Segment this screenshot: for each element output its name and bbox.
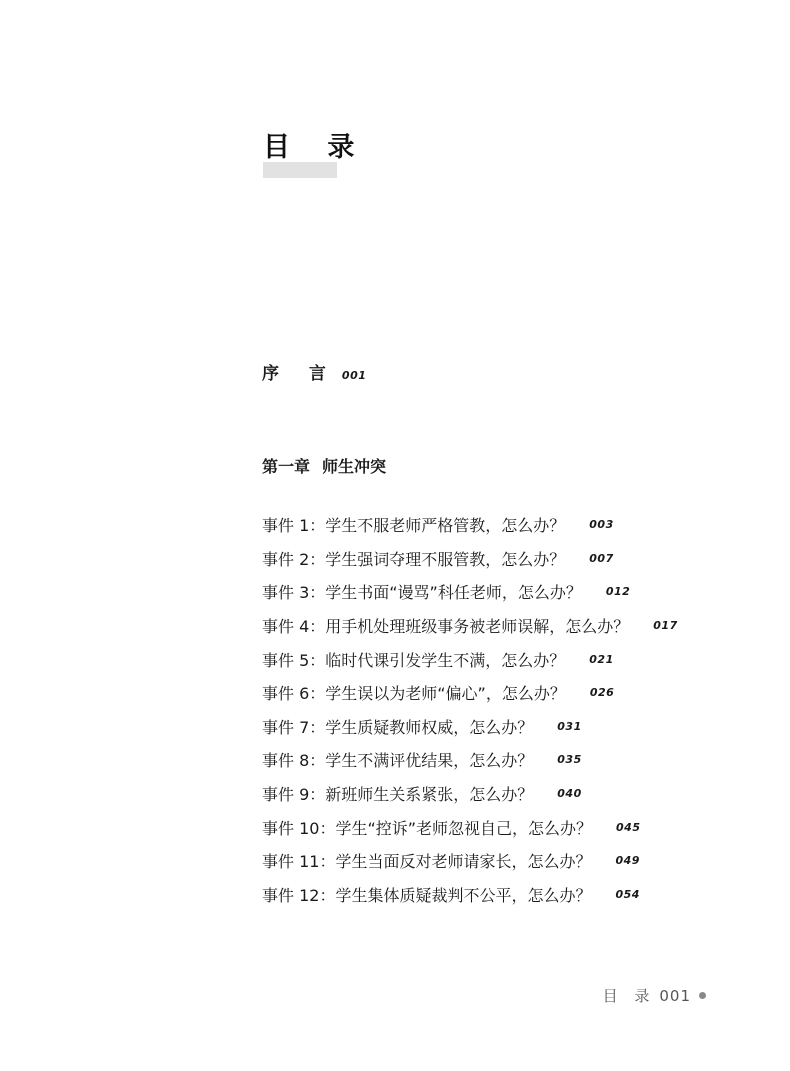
toc-entry-event-1[interactable]	[262, 508, 678, 542]
chapter-heading[interactable]	[262, 454, 386, 477]
event-page-number: 017	[653, 619, 678, 633]
toc-entry-event-3[interactable]	[262, 575, 678, 609]
toc-entry-event-9[interactable]	[262, 777, 678, 811]
chapter-title: 师生冲突	[322, 457, 387, 476]
event-page-number: 035	[557, 753, 582, 767]
event-page-number: 031	[557, 719, 582, 733]
preface-label: 序 言	[262, 364, 338, 384]
page-footer	[603, 985, 706, 1006]
preface-page-number: 001	[341, 369, 367, 382]
toc-entry-preface[interactable]	[262, 359, 366, 384]
event-page-number: 007	[589, 551, 614, 565]
chapter-number: 第一章	[262, 457, 311, 476]
event-title: 事件 1：学生不服老师严格管教，怎么办？	[262, 516, 566, 536]
event-page-number: 026	[589, 686, 615, 700]
event-list	[262, 508, 678, 911]
toc-entry-event-12[interactable]	[262, 878, 678, 912]
event-page-number: 040	[557, 787, 582, 801]
toc-entry-event-8[interactable]	[262, 743, 678, 777]
event-title: 事件 12：学生集体质疑裁判不公平，怎么办？	[262, 885, 592, 905]
toc-entry-event-5[interactable]	[262, 642, 678, 676]
event-page-number: 003	[589, 518, 614, 532]
event-title: 事件 8：学生不满评优结果，怎么办？	[262, 751, 534, 771]
toc-entry-event-2[interactable]	[262, 542, 678, 576]
event-title: 事件 6：学生误以为老师“偏心”，怎么办？	[262, 684, 566, 704]
toc-entry-event-10[interactable]	[262, 810, 678, 844]
event-page-number: 054	[615, 887, 640, 901]
event-page-number: 021	[589, 652, 614, 666]
event-title: 事件 10：学生“控诉”老师忽视自己，怎么办？	[262, 818, 593, 838]
footer-page-number: 001	[659, 986, 691, 1005]
toc-entry-event-6[interactable]	[262, 676, 678, 710]
footer-section-label: 目 录	[602, 987, 656, 1005]
event-title: 事件 3：学生书面“谩骂”科任老师，怎么办？	[262, 583, 582, 603]
event-title: 事件 4：用手机处理班级事务被老师误解，怎么办？	[262, 617, 630, 637]
event-page-number: 049	[615, 854, 640, 868]
page-title: 目 录	[263, 132, 369, 163]
event-page-number: 045	[616, 820, 641, 834]
event-title: 事件 7：学生质疑教师权威，怎么办？	[262, 717, 534, 737]
event-title: 事件 5：临时代课引发学生不满，怎么办？	[262, 650, 566, 670]
toc-entry-event-4[interactable]	[262, 609, 678, 643]
event-title: 事件 2：学生强词夺理不服管教，怎么办？	[262, 549, 566, 569]
event-page-number: 012	[605, 585, 631, 599]
event-title: 事件 9：新班师生关系紧张，怎么办？	[262, 785, 534, 805]
toc-entry-event-11[interactable]	[262, 844, 678, 878]
footer-dot-ornament	[699, 992, 706, 999]
event-title: 事件 11：学生当面反对老师请家长，怎么办？	[262, 852, 592, 872]
toc-title-block	[263, 130, 368, 166]
toc-entry-event-7[interactable]	[262, 710, 678, 744]
